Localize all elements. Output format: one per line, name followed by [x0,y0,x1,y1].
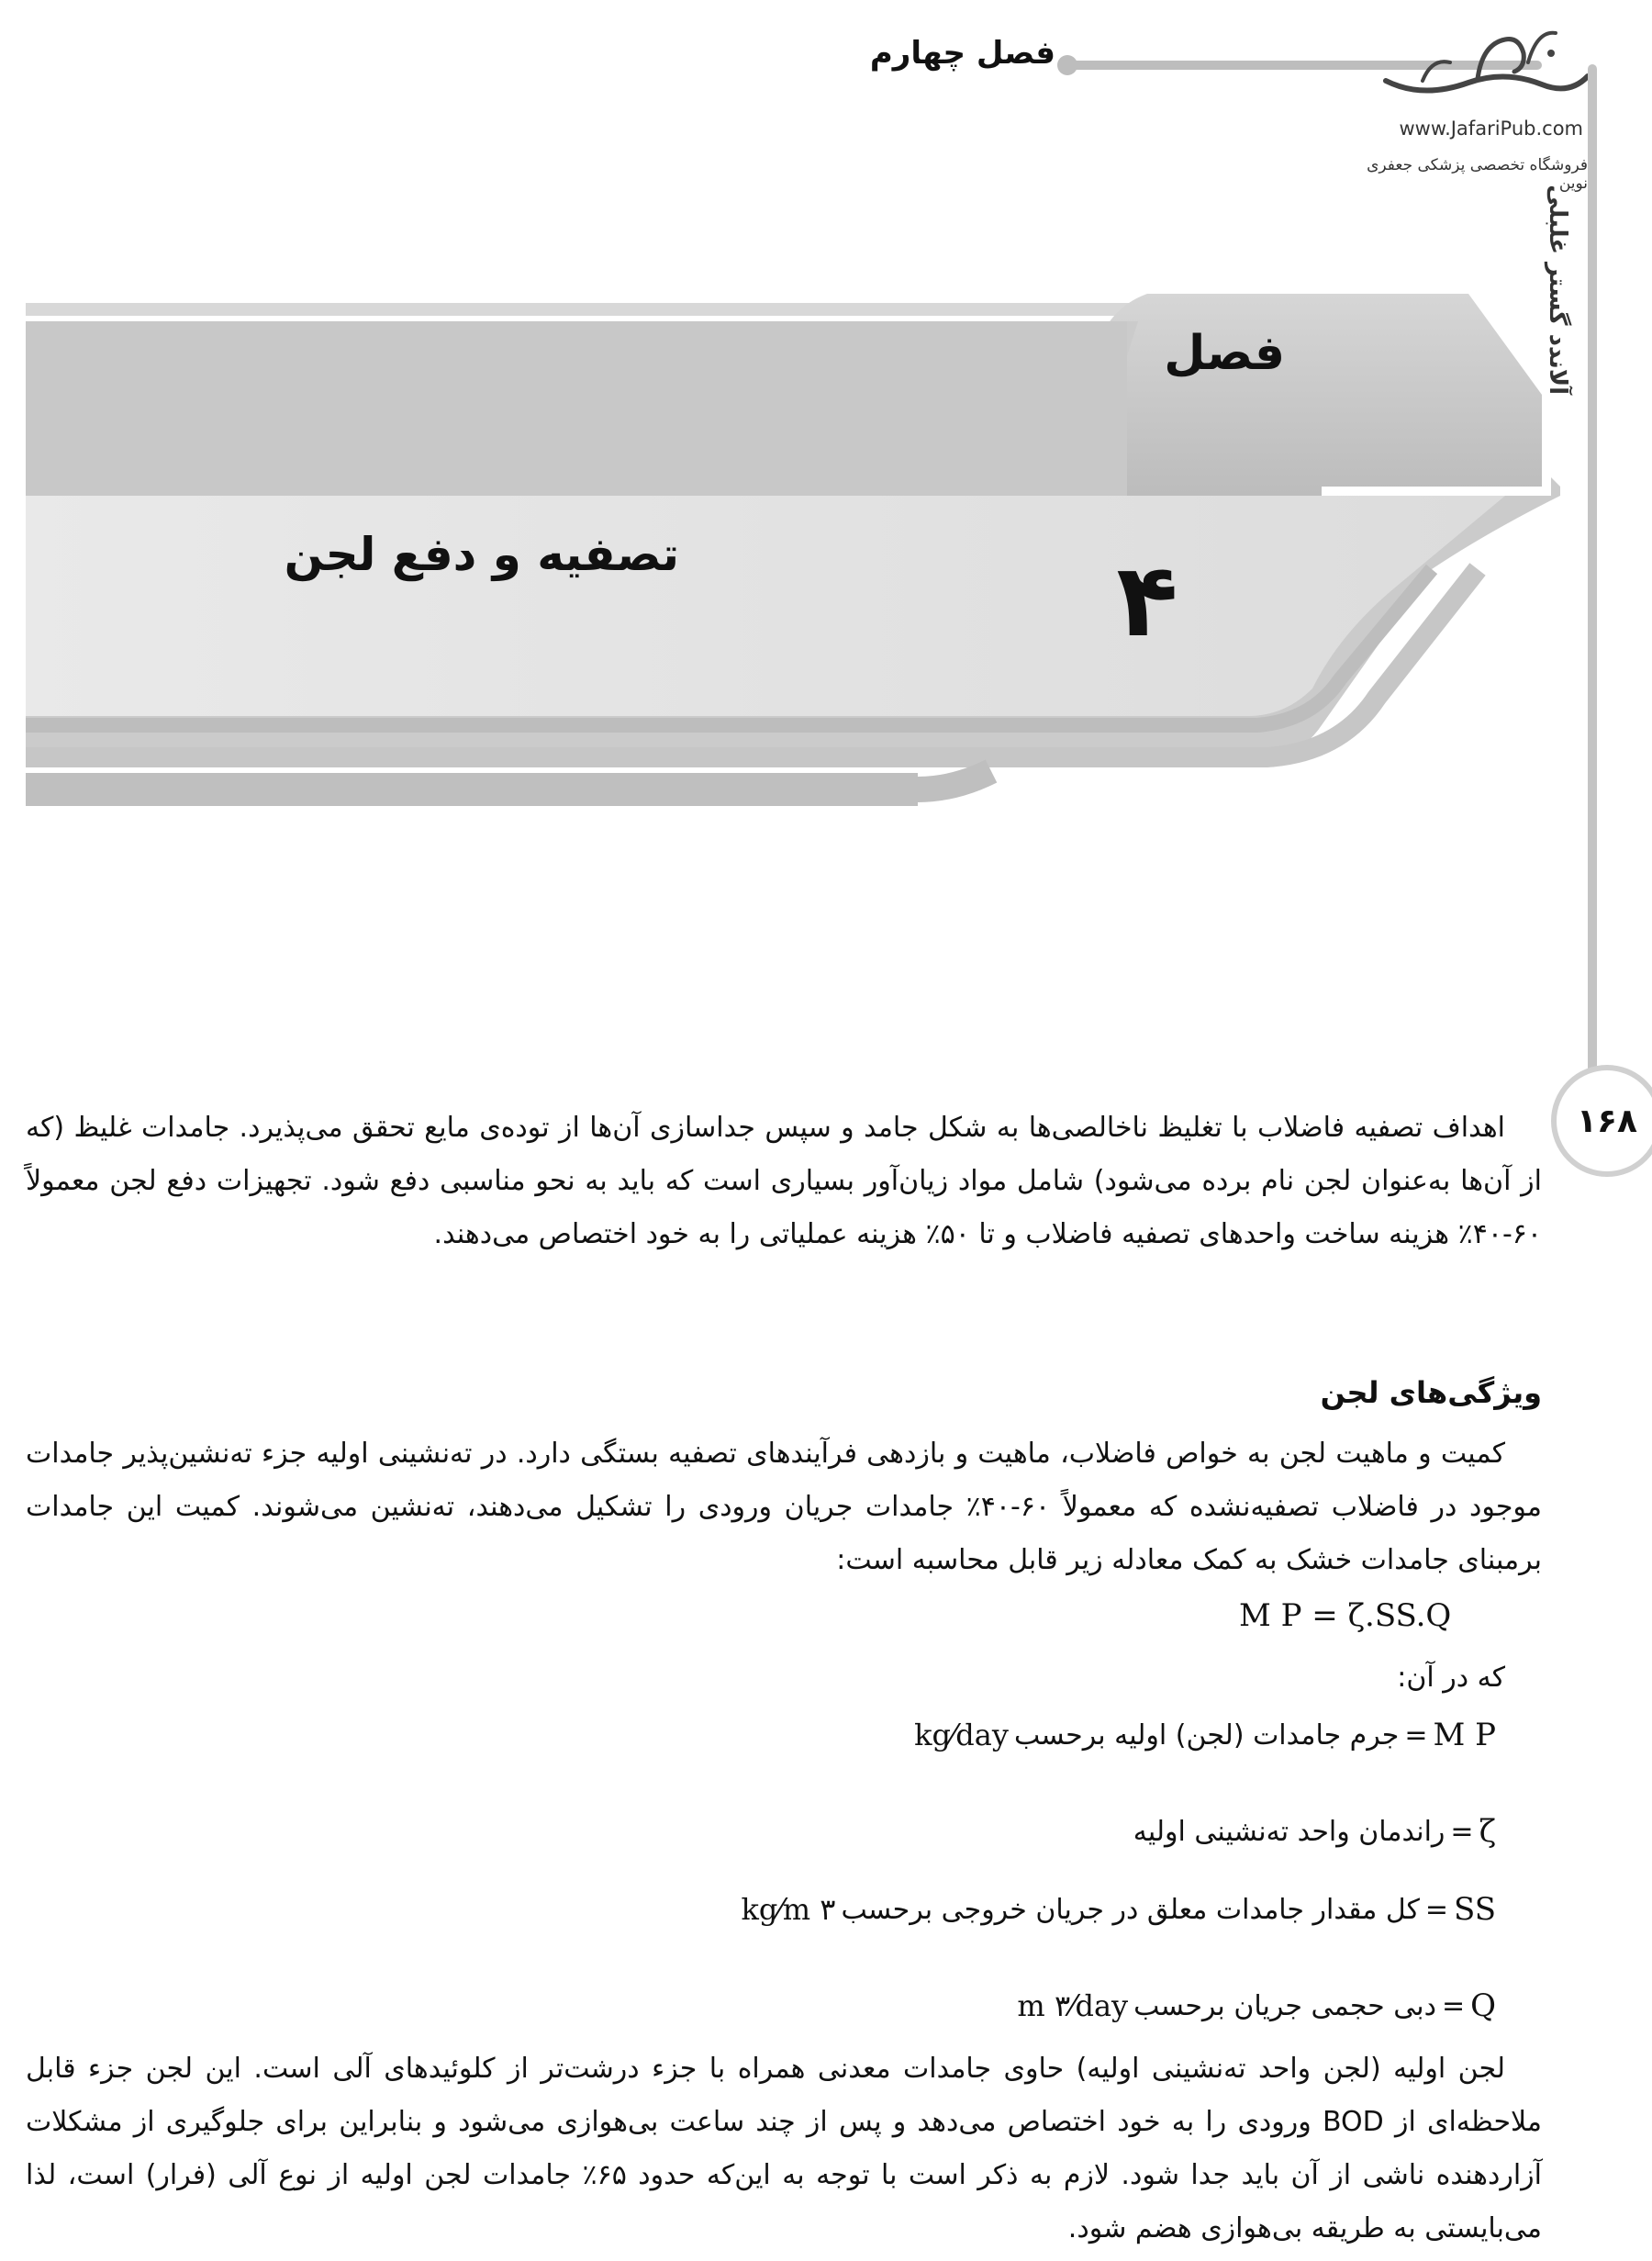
chapter-number: ۴ [1116,542,1178,659]
page-number [1551,1065,1652,1177]
unit-num: kg [914,1718,951,1752]
def-text: جرم جامدات (لجن) اولیه برحسب [1013,1718,1400,1752]
section-heading: ویژگی‌های لجن [1320,1375,1542,1410]
def-symbol: ζ [1479,1813,1496,1850]
header-rule-dot [1057,55,1077,75]
definition-ss: SS = کل مقدار جامدات معلق در جریان خروجی برحسب kg⁄m ۳ [741,1891,1496,1928]
def-symbol: M P [1433,1717,1496,1753]
chapter-banner [0,294,1579,808]
def-symbol: Q [1470,1987,1496,2024]
running-header-chapter: فصل چهارم [869,35,1055,72]
publisher-logo [1367,26,1597,108]
definition-mp: M P = جرم جامدات (لجن) اولیه برحسب kg⁄day [914,1717,1496,1753]
mass-formula: M P = ζ.SS.Q [1239,1597,1452,1634]
where-label [1285,1662,1505,1694]
definition-zeta: ζ = راندمان واحد ته‌نشینی اولیه [1133,1813,1496,1850]
intro-paragraph: اهداف تصفیه فاضلاب با تغلیظ ناخالصی‌ها به شکل جامد و سپس جداسازی آن‌ها از توده‌ی مایع تحقق می‌پذیرد. جامدات غلیظ (که از آن‌ها به‌عنوان لجن نام برده می‌شود) شامل مواد زیان‌آور بسیاری است که باید به نحو مناسبی دفع شود. تجهیزات دفع لجن معمولاً ۶۰-۴۰٪ هزینه ساخت واحدهای تصفیه فاضلاب و تا ۵۰٪ هزینه عملیاتی را به خود اختصاص می‌دهند. [26,1112,1542,1250]
side-running-title: آلاندد گستر غلبلی [1544,185,1571,395]
where-text: که در آن: [1397,1662,1505,1694]
logo-caption: فروشگاه تخصصی پزشکی جعفری نوین [1367,156,1588,193]
side-rule [1588,64,1597,1081]
def-symbol: SS [1454,1891,1496,1928]
unit-den: day [955,1718,1009,1752]
chapter-word: فصل [1164,326,1285,381]
def-text: کل مقدار جامدات معلق در جریان خروجی برحسب [841,1893,1420,1926]
chapter-title: تصفیه و دفع لجن [284,528,679,581]
unit-num: kg [741,1892,778,1927]
def-unit: kg⁄m ۳ [741,1892,836,1927]
def-unit: m ۳⁄day [1017,1988,1129,2023]
unit-num: m ۳ [1017,1988,1071,2023]
unit-den: m ۳ [782,1892,836,1927]
def-text: دبی حجمی جریان برحسب [1133,1989,1436,2022]
logo-url: www.JafariPub.com [1399,118,1583,140]
def-unit: kg⁄day [914,1718,1009,1752]
unit-den: day [1075,1988,1129,2023]
paragraph-2: کمیت و ماهیت لجن به خواص فاضلاب، ماهیت و بازدهی فرآیندهای تصفیه بستگی دارد. در ته‌نشینی اولیه جزء ته‌نشین‌پذیر جامدات موجود در فاضلاب تصفیه‌نشده که معمولاً ۶۰-۴۰٪ جامدات جریان ورودی را تشکیل می‌دهند، ته‌نشین می‌شوند. کمیت این جامدات برمبنای جامدات خشک به کمک معادله زیر قابل محاسبه است: [26,1438,1542,1576]
def-text: راندمان واحد ته‌نشینی اولیه [1133,1815,1446,1848]
definition-q: Q = دبی حجمی جریان برحسب m ۳⁄day [1017,1987,1496,2024]
page-number-text: ۱۶۸ [1577,1102,1637,1140]
paragraph-3: لجن اولیه (لجن واحد ته‌نشینی اولیه) حاوی جامدات معدنی همراه با جزء درشت‌تر از کلوئیدهای آلی است. این لجن جزء قابل ملاحظه‌ای از BOD ورودی را به خود اختصاص می‌دهد و پس از چند ساعت بی‌هوازی می‌شود و بنابراین برای جلوگیری از مشکلات آزاردهنده ناشی از آن باید جدا شود. لازم به ذکر است با توجه به این‌که حدود ۶۵٪ جامدات لجن اولیه از نوع آلی (فرار) است، لذا می‌بایستی به طریقه بی‌هوازی هضم شود. [26,2053,1542,2244]
